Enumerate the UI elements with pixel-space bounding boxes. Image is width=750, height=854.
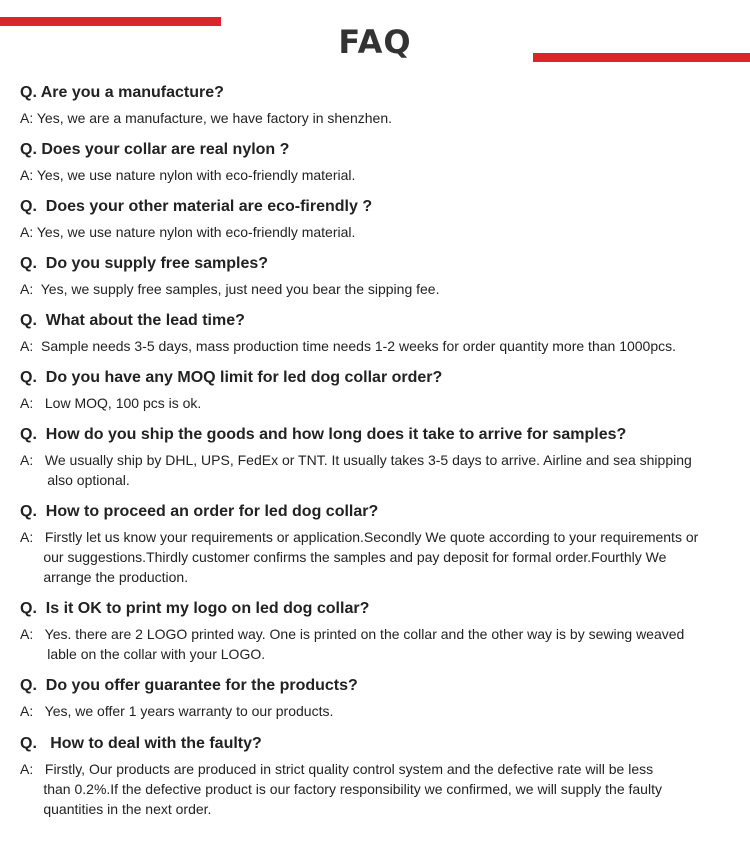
- faq-answer: [20, 393, 442, 413]
- faq-question: Q. Does your other material are eco-firendly ?: [20, 198, 373, 215]
- faq-answer: [20, 759, 662, 819]
- decorative-bar-right: [533, 53, 750, 62]
- faq-answer-line: our suggestions.Thirdly customer confirms the samples and pay deposit for formal order.Fourthly We: [20, 549, 667, 565]
- faq-item: [20, 598, 684, 664]
- faq-answer-line: A: Yes, we use nature nylon with eco-friendly material.: [20, 167, 356, 183]
- faq-item: [20, 675, 358, 721]
- faq-question: Q. Do you offer guarantee for the products?: [20, 677, 358, 694]
- faq-answer-line: quantities in the next order.: [20, 801, 212, 817]
- faq-question: Q. Do you supply free samples?: [20, 255, 269, 272]
- faq-answer-line: A: Yes, we are a manufacture, we have factory in shenzhen.: [20, 110, 392, 126]
- faq-answer-line: A: Yes, we supply free samples, just need you bear the sipping fee.: [20, 281, 440, 297]
- faq-question: Q. Is it OK to print my logo on led dog collar?: [20, 600, 370, 617]
- faq-question: Q. How to proceed an order for led dog collar?: [20, 503, 379, 520]
- faq-answer: [20, 527, 698, 587]
- faq-item: [20, 196, 372, 242]
- faq-item: [20, 424, 692, 490]
- faq-question: Q. Are you a manufacture?: [20, 84, 224, 101]
- faq-item: [20, 253, 439, 299]
- faq-answer: [20, 279, 439, 299]
- faq-item: [20, 733, 662, 819]
- faq-answer-line: than 0.2%.If the defective product is our factory responsibility we confirmed, we will supply the faulty: [20, 781, 662, 797]
- faq-answer: [20, 450, 692, 490]
- faq-question: Q. How do you ship the goods and how long does it take to arrive for samples?: [20, 426, 627, 443]
- faq-answer-line: also optional.: [20, 472, 130, 488]
- faq-answer-line: arrange the production.: [20, 569, 189, 585]
- faq-item: [20, 310, 676, 356]
- faq-answer-line: A: Sample needs 3-5 days, mass production time needs 1-2 weeks for order quantity more than 1000pcs.: [20, 338, 677, 354]
- faq-answer-line: A: Firstly, Our products are produced in strict quality control system and the defective rate will be less: [20, 761, 654, 777]
- faq-answer-line: A: We usually ship by DHL, UPS, FedEx or TNT. It usually takes 3-5 days to arrive. Airline and sea shipping: [20, 452, 692, 468]
- faq-question: Q. What about the lead time?: [20, 312, 245, 329]
- faq-question: Q. How to deal with the faulty?: [20, 735, 262, 752]
- faq-answer: [20, 165, 355, 185]
- faq-answer-line: A: Yes, we use nature nylon with eco-friendly material.: [20, 224, 356, 240]
- faq-answer: [20, 624, 684, 664]
- faq-question: Q. Does your collar are real nylon ?: [20, 141, 290, 158]
- faq-answer: [20, 222, 372, 242]
- faq-item: [20, 367, 442, 413]
- faq-answer-line: lable on the collar with your LOGO.: [20, 646, 266, 662]
- faq-answer-line: A: Low MOQ, 100 pcs is ok.: [20, 395, 202, 411]
- faq-answer: [20, 701, 358, 721]
- faq-item: [20, 501, 698, 587]
- faq-answer-line: A: Firstly let us know your requirements or application.Secondly We quote according to your requirements or: [20, 529, 699, 545]
- faq-item: [20, 139, 355, 185]
- faq-answer: [20, 336, 676, 356]
- faq-answer-line: A: Yes. there are 2 LOGO printed way. One is printed on the collar and the other way is by sewing weaved: [20, 626, 685, 642]
- faq-question: Q. Do you have any MOQ limit for led dog collar order?: [20, 369, 443, 386]
- faq-answer-line: A: Yes, we offer 1 years warranty to our products.: [20, 703, 334, 719]
- page-title: FAQ: [338, 23, 412, 61]
- faq-item: [20, 82, 392, 128]
- faq-answer: [20, 108, 392, 128]
